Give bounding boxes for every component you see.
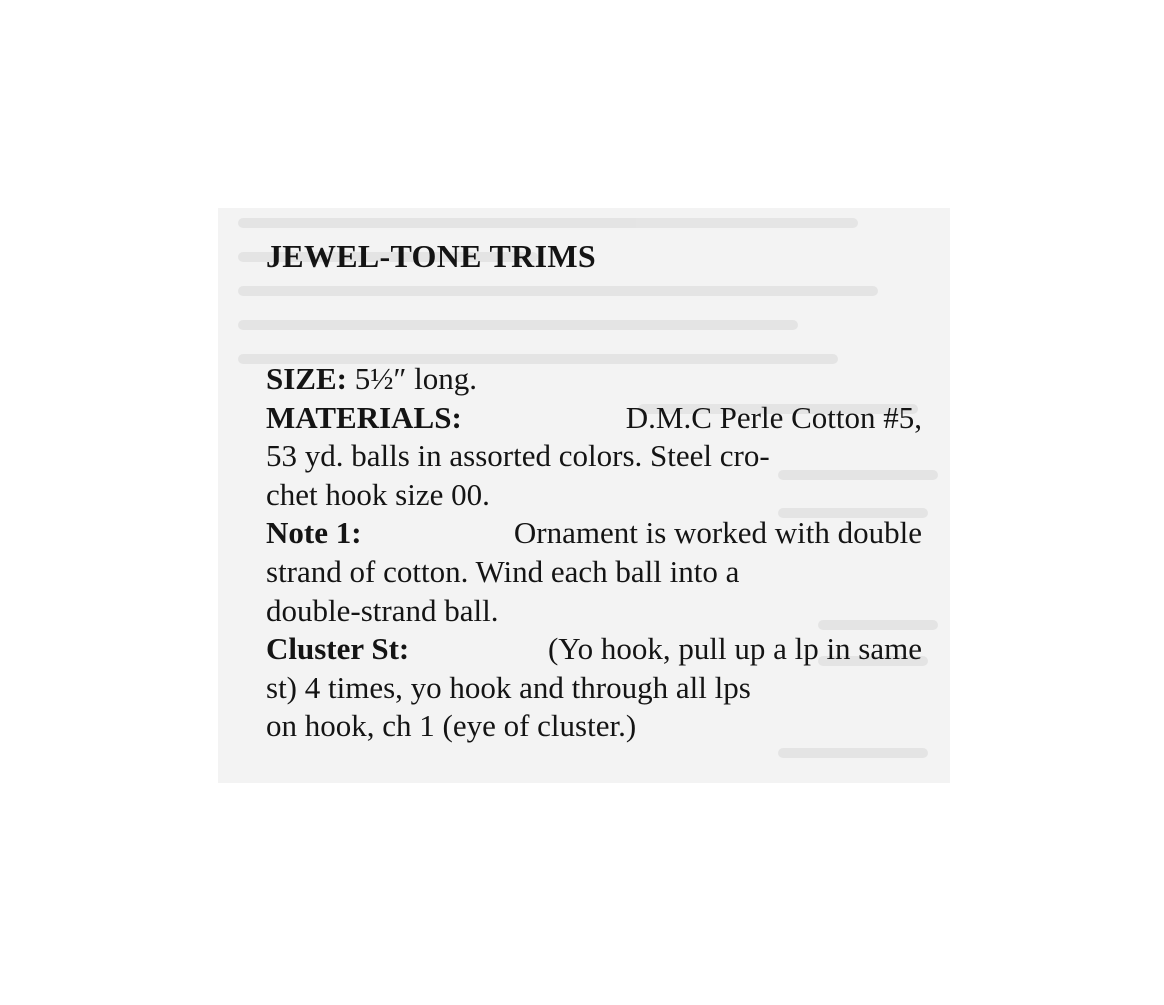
materials-text: D.M.C Perle Cotton #5, bbox=[625, 399, 922, 435]
cluster-text: (Yo hook, pull up a lp in same bbox=[547, 631, 922, 667]
note1-line-2: strand of cotton. Wind each ball into a bbox=[266, 553, 740, 589]
size-line bbox=[266, 360, 926, 399]
cluster-label: Cluster St: bbox=[266, 631, 410, 667]
note1-line-1 bbox=[266, 514, 922, 553]
materials-line-3: chet hook size 00. bbox=[266, 476, 490, 512]
note1-text: Ornament is worked with double bbox=[513, 515, 922, 551]
cluster-line-1 bbox=[266, 630, 922, 669]
pattern-text-block bbox=[266, 232, 926, 746]
note1-line-3: double-strand ball. bbox=[266, 592, 499, 628]
cluster-line-2: st) 4 times, yo hook and through all lps bbox=[266, 669, 751, 705]
size-value: 5½″ long. bbox=[354, 361, 478, 396]
pattern-body bbox=[266, 360, 926, 746]
pattern-title: JEWEL-TONE TRIMS bbox=[266, 238, 596, 274]
note1-label: Note 1: bbox=[266, 515, 362, 551]
size-label: SIZE: bbox=[266, 361, 347, 396]
cluster-line-3: on hook, ch 1 (eye of cluster.) bbox=[266, 708, 637, 744]
materials-line-1 bbox=[266, 399, 922, 438]
materials-label: MATERIALS: bbox=[266, 399, 462, 435]
materials-line-2: 53 yd. balls in assorted colors. Steel cro- bbox=[266, 438, 770, 474]
